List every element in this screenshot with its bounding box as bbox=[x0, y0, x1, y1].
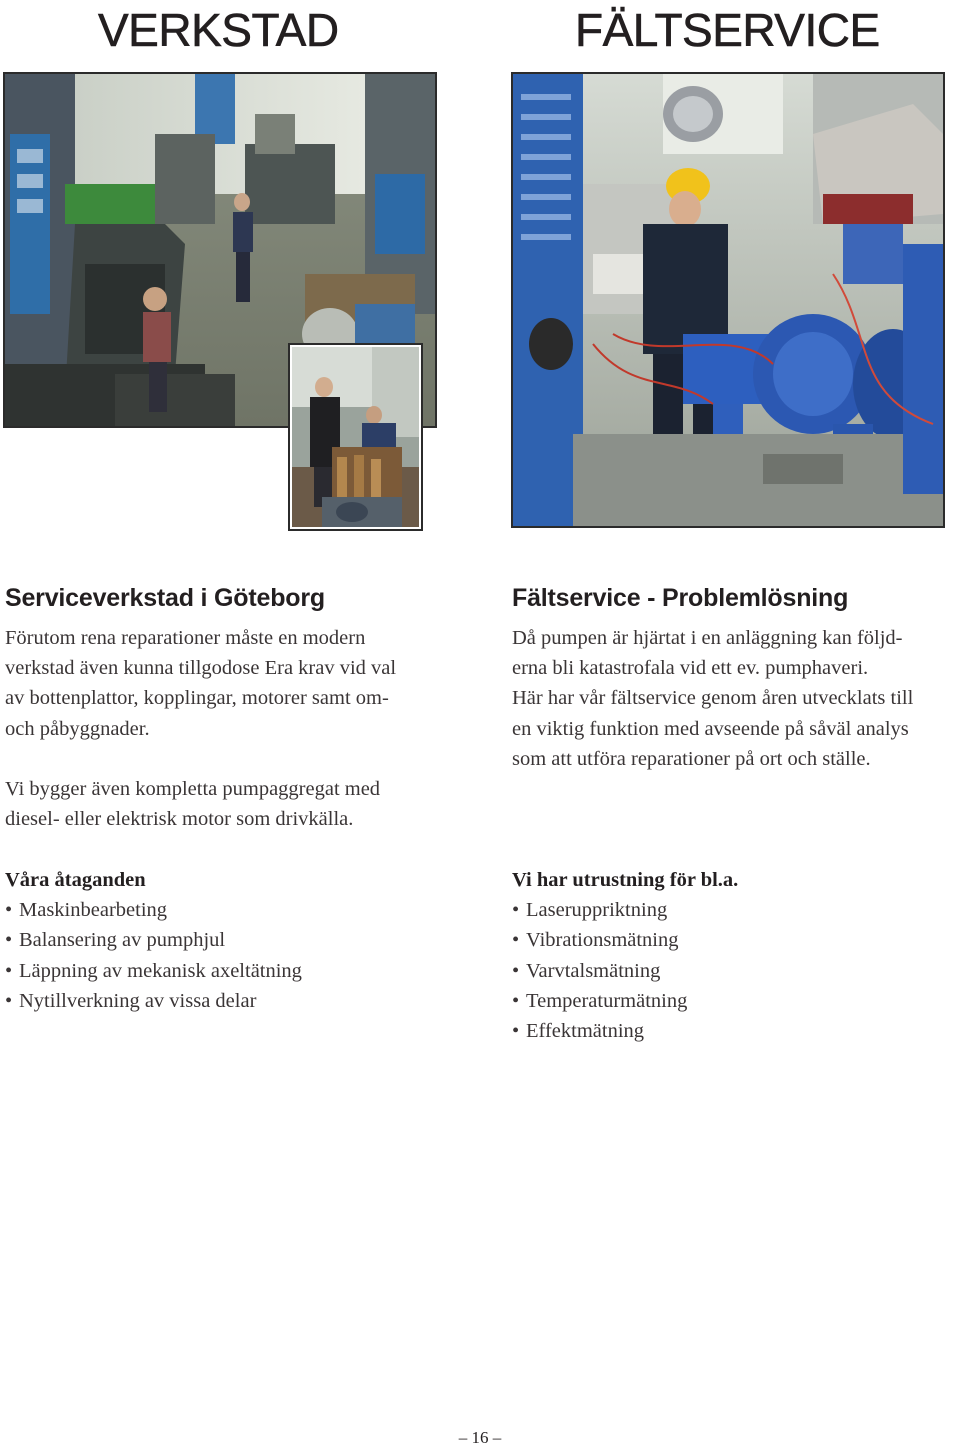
page-number: – 16 – bbox=[458, 1428, 502, 1447]
left-paragraph-2-line: diesel- eller elektrisk motor som drivkälla. bbox=[5, 808, 354, 831]
workshop-inset-photo bbox=[290, 345, 421, 529]
list-item: • Vibrationsmätning bbox=[512, 925, 960, 955]
left-paragraph-line: Förutom rena reparationer måste en modern bbox=[5, 627, 366, 649]
right-paragraph-line: Här har vår fältservice genom åren utvecklats till bbox=[512, 687, 914, 710]
field-service-photo bbox=[511, 72, 945, 528]
right-paragraph-line: Då pumpen är hjärtat i en anläggning kan följd- bbox=[512, 627, 903, 649]
list-item: • Effektmätning bbox=[512, 1016, 960, 1046]
left-title: VERKSTAD bbox=[98, 4, 339, 56]
right-paragraph bbox=[512, 623, 960, 774]
list-item: • Laseruppriktning bbox=[512, 895, 960, 925]
right-list bbox=[512, 865, 960, 1046]
list-item: • Temperaturmätning bbox=[512, 986, 960, 1016]
left-paragraph-line: verkstad även kunna tillgodose Era krav vid val bbox=[5, 657, 397, 680]
right-paragraph-line: erna bli katastrofala vid ett ev. pumphaveri. bbox=[512, 657, 869, 680]
right-heading: Fältservice - Problemlösning bbox=[512, 584, 849, 612]
list-item: • Läppning av mekanisk axeltätning bbox=[5, 956, 455, 986]
right-list-title: Vi har utrustning för bl.a. bbox=[512, 869, 739, 891]
list-item: • Maskinbearbeting bbox=[5, 895, 455, 925]
list-item: • Nytillverkning av vissa delar bbox=[5, 986, 455, 1016]
left-list bbox=[5, 865, 455, 1016]
left-paragraph-line: och påbyggnader. bbox=[5, 717, 150, 740]
left-heading: Serviceverkstad i Göteborg bbox=[5, 584, 325, 612]
right-paragraph-line: som att utföra reparationer på ort och ställe. bbox=[512, 747, 871, 770]
left-list-title: Våra åtaganden bbox=[5, 869, 146, 891]
list-item: • Varvtalsmätning bbox=[512, 956, 960, 986]
left-paragraph bbox=[5, 623, 455, 744]
right-title: FÄLTSERVICE bbox=[575, 4, 880, 56]
left-paragraph-2-line: Vi bygger även kompletta pumpaggregat med bbox=[5, 778, 381, 800]
left-paragraph-2 bbox=[5, 774, 455, 834]
list-item: • Balansering av pumphjul bbox=[5, 925, 455, 955]
right-paragraph-line: en viktig funktion med avseende på såväl analys bbox=[512, 717, 909, 740]
left-paragraph-line: av bottenplattor, kopplingar, motorer samt om- bbox=[5, 687, 389, 710]
